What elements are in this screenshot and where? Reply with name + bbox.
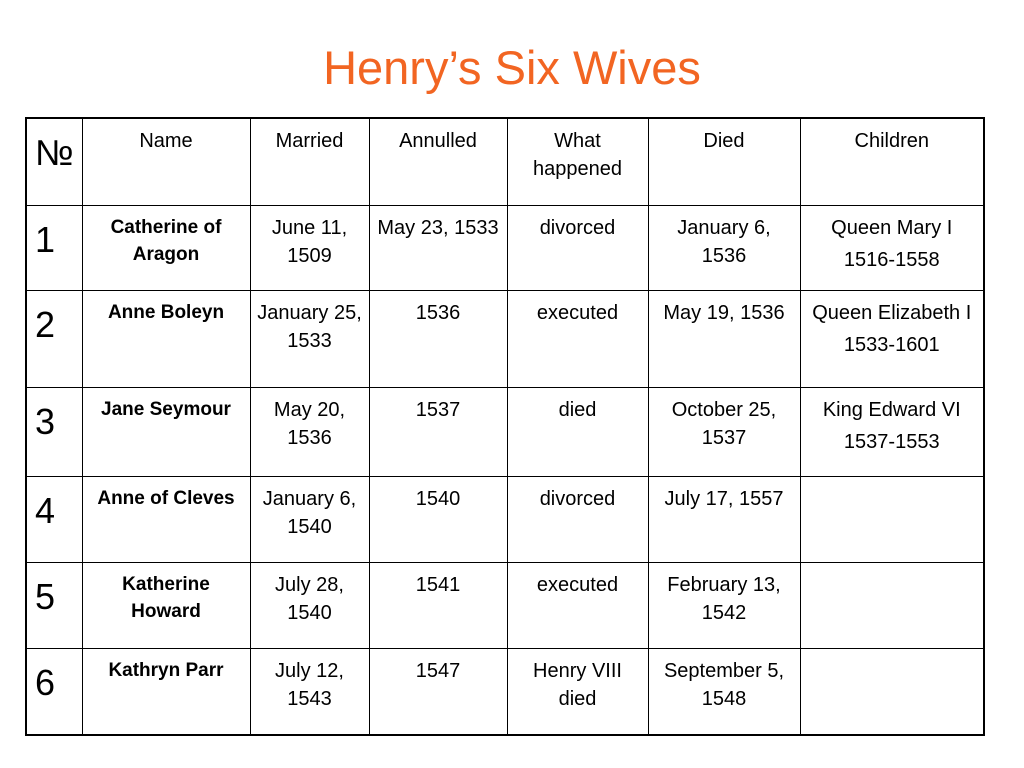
children-cell — [800, 476, 984, 562]
row-number: 2 — [26, 290, 82, 387]
children-cell — [800, 562, 984, 648]
child-years: 1533-1601 — [843, 333, 940, 356]
children-cell — [800, 387, 984, 476]
table-row — [26, 205, 984, 290]
table-header-row — [26, 118, 984, 205]
annulled-date: 1540 — [369, 476, 507, 562]
children-cell — [800, 290, 984, 387]
died-date: May 19, 1536 — [648, 290, 800, 387]
annulled-date: 1536 — [369, 290, 507, 387]
wives-table — [25, 117, 985, 736]
wife-name: Anne of Cleves — [82, 476, 250, 562]
table-row — [26, 562, 984, 648]
died-date: September 5, 1548 — [648, 648, 800, 735]
died-date: February 13, 1542 — [648, 562, 800, 648]
child-years: 1537-1553 — [843, 430, 940, 453]
married-date: January 25, 1533 — [250, 290, 369, 387]
header-annulled: Annulled — [369, 118, 507, 205]
children-cell — [800, 205, 984, 290]
wife-name: Kathryn Parr — [82, 648, 250, 735]
table-row — [26, 476, 984, 562]
married-date: July 28, 1540 — [250, 562, 369, 648]
table-row — [26, 387, 984, 476]
what-happened: divorced — [507, 476, 648, 562]
wife-name: Jane Seymour — [82, 387, 250, 476]
annulled-date: 1541 — [369, 562, 507, 648]
married-date: June 11, 1509 — [250, 205, 369, 290]
child-name: Queen Elizabeth I — [812, 301, 972, 324]
annulled-date: May 23, 1533 — [369, 205, 507, 290]
annulled-date: 1547 — [369, 648, 507, 735]
table-row — [26, 290, 984, 387]
what-happened: Henry VIII died — [507, 648, 648, 735]
header-name: Name — [82, 118, 250, 205]
wife-name: Katherine Howard — [82, 562, 250, 648]
row-number: 1 — [26, 205, 82, 290]
married-date: May 20, 1536 — [250, 387, 369, 476]
what-happened: executed — [507, 562, 648, 648]
child-name: King Edward VI — [822, 398, 961, 421]
table-row — [26, 648, 984, 735]
row-number: 5 — [26, 562, 82, 648]
child-years: 1516-1558 — [843, 248, 940, 271]
wife-name: Anne Boleyn — [82, 290, 250, 387]
what-happened: died — [507, 387, 648, 476]
died-date: January 6, 1536 — [648, 205, 800, 290]
row-number: 4 — [26, 476, 82, 562]
header-married: Married — [250, 118, 369, 205]
header-what-happened: What happened — [507, 118, 648, 205]
row-number: 3 — [26, 387, 82, 476]
married-date: January 6, 1540 — [250, 476, 369, 562]
child-name: Queen Mary I — [831, 216, 953, 239]
page-title: Henry’s Six Wives — [323, 41, 701, 94]
annulled-date: 1537 — [369, 387, 507, 476]
children-cell — [800, 648, 984, 735]
what-happened: executed — [507, 290, 648, 387]
header-number: № — [26, 118, 82, 205]
married-date: July 12, 1543 — [250, 648, 369, 735]
died-date: July 17, 1557 — [648, 476, 800, 562]
header-died: Died — [648, 118, 800, 205]
wife-name: Catherine of Aragon — [82, 205, 250, 290]
row-number: 6 — [26, 648, 82, 735]
header-children: Children — [800, 118, 984, 205]
died-date: October 25, 1537 — [648, 387, 800, 476]
what-happened: divorced — [507, 205, 648, 290]
